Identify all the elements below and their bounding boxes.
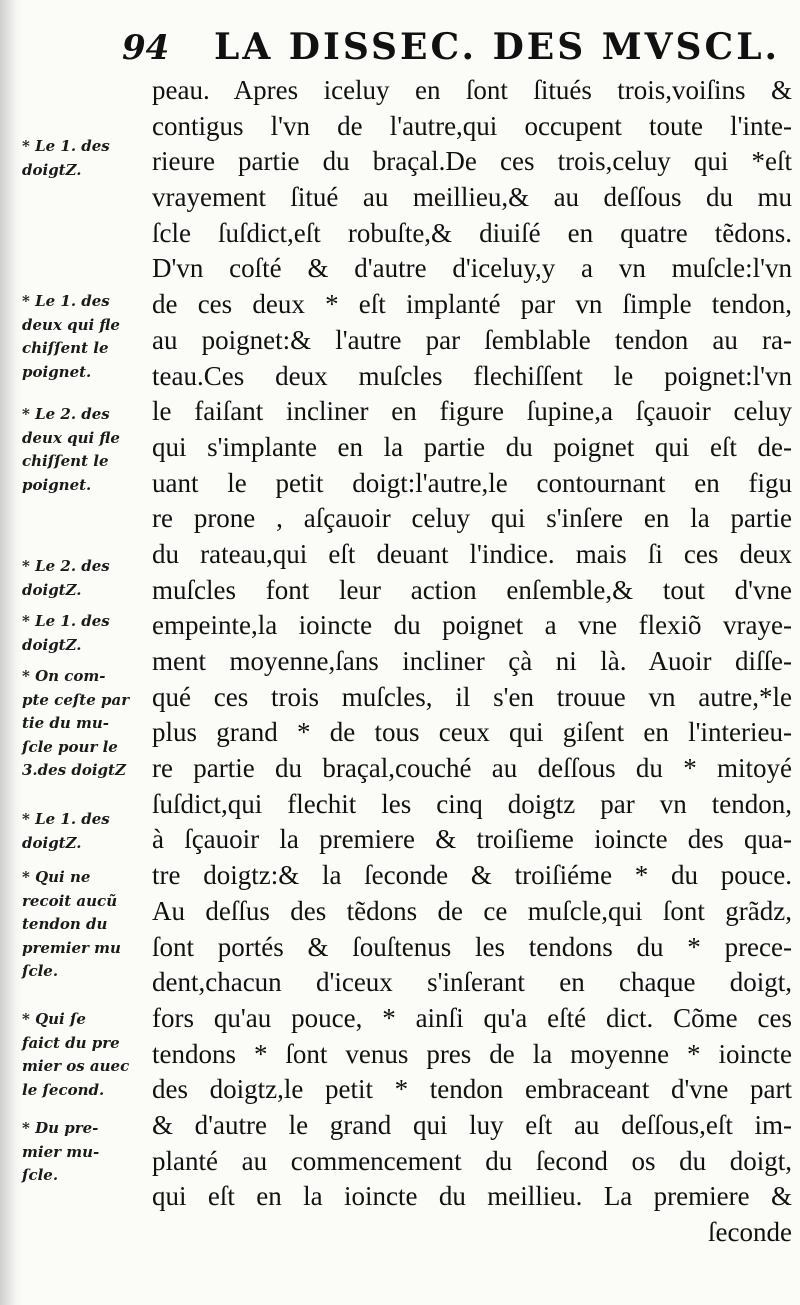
text-line: vrayement ſitué au meillieu,& au deſſous du mu — [152, 182, 792, 213]
margin-note-line: chiſſent le — [22, 339, 109, 358]
margin-note-line: * Le 2. des — [22, 557, 110, 575]
text-line: re partie du braçal,couché au deſſous du * mitoyé — [152, 753, 792, 784]
text-line: fors qu'au pouce, * ainſi qu'a eſté dict. Cõme ces — [152, 1002, 792, 1033]
margin-note-line: premier mu — [22, 938, 121, 957]
text-line: ſuſdict,qui flechit les cinq doigtz par vn tendon, — [152, 788, 792, 819]
margin-note-line: * Le 1. des — [22, 810, 110, 828]
margin-note-line: poignet. — [22, 475, 92, 494]
margin-note — [22, 610, 150, 657]
text-line: peau. Apres iceluy en ſont ſitués trois,voiſins & — [152, 75, 792, 105]
margin-note — [22, 290, 150, 384]
margin-note-line: doigtZ. — [22, 160, 82, 179]
margin-note-line: le ſecond. — [22, 1080, 105, 1099]
text-line: ſeconde — [708, 1217, 792, 1247]
margin-note-line: * Le 1. des — [22, 612, 110, 630]
text-line: ſcle ſuſdict,eſt robuſte,& diuiſé en quatre tẽdons. — [152, 217, 792, 248]
text-line: ment moyenne,ſans incliner çà ni là. Auoir diſſe- — [152, 646, 792, 676]
margin-note-line: * Le 2. des — [22, 405, 110, 423]
margin-note-line: doigtZ. — [22, 635, 82, 654]
text-line: dent,chacun d'iceux s'inſerant en chaque doigt, — [152, 967, 792, 998]
text-line: & d'autre le grand qui luy eſt au deſſous,eſt im- — [152, 1109, 792, 1140]
margin-note-line: 3.des doigtZ — [22, 761, 126, 780]
text-line: qué ces trois muſcles, il s'en trouue vn autre,*le — [152, 681, 792, 712]
text-line: à ſçauoir la premiere & troiſieme ioincte des qua- — [152, 824, 792, 855]
margin-note-line: * Le 1. des — [22, 137, 110, 155]
margin-note-line: tendon du — [22, 915, 108, 934]
text-line: empeinte,la ioincte du poignet a vne flexiõ vraye- — [152, 610, 792, 641]
margin-note — [22, 665, 150, 783]
margin-note-line: mier mu- — [22, 1142, 100, 1161]
text-line: plus grand * de tous ceux qui giſent en l'interieu- — [152, 717, 792, 748]
margin-note-line: * Du pre- — [22, 1119, 99, 1137]
margin-note-line: tie du mu- — [22, 714, 110, 733]
margin-note — [22, 135, 150, 182]
text-line: contigus l'vn de l'autre,qui occupent toute l'inte- — [152, 110, 792, 141]
margin-note — [22, 555, 150, 602]
binding-gutter — [0, 0, 22, 1305]
margin-note-line: mier os auec — [22, 1057, 130, 1076]
margin-note-line: chiſſent le — [22, 452, 109, 471]
margin-note-line: deux qui fle — [22, 428, 120, 447]
margin-note-line: doigtZ. — [22, 833, 82, 852]
text-line: muſcles font leur action enſemble,& tout d'vne — [152, 574, 792, 605]
text-line: tre doigtz:& la ſeconde & troiſiéme * du pouce. — [152, 860, 792, 891]
text-line: uant le petit doigt:l'autre,le contournant en figu — [152, 467, 792, 498]
text-line: qui eſt en la ioincte du meillieu. La premiere & — [152, 1181, 792, 1212]
margin-note-line: * On com- — [22, 667, 106, 685]
running-title: LA DISSEC. DES MVSCL. — [214, 26, 781, 68]
margin-note-line: pte ceſte par — [22, 690, 130, 709]
margin-note-line: poignet. — [22, 362, 92, 381]
margin-note — [22, 808, 150, 855]
text-line: teau.Ces deux muſcles flechiſſent le poignet:l'vn — [152, 360, 792, 391]
main-text-block — [152, 73, 792, 1251]
text-line: du rateau,qui eſt deuant l'indice. mais ſi ces deux — [152, 538, 792, 569]
margin-note-line: recoit aucũ — [22, 891, 118, 910]
text-line: qui s'implante en la partie du poignet qui eſt de- — [152, 431, 792, 462]
text-line: des doigtz,le petit * tendon embraceant d'vne part — [152, 1074, 792, 1105]
page-number: 94 — [122, 28, 170, 68]
margin-note-line: * Qui ne — [22, 868, 91, 886]
margin-note-line: * Qui ſe — [22, 1010, 86, 1028]
margin-note-line: faict du pre — [22, 1033, 120, 1052]
margin-note — [22, 1117, 150, 1188]
margin-note-line: ſcle pour le — [22, 737, 118, 756]
text-line: rieure partie du braçal.De ces trois,celuy qui *eſt — [152, 146, 792, 177]
margin-note-line: ſcle. — [22, 1166, 59, 1185]
margin-note-line: ſcle. — [22, 962, 59, 981]
text-line: ſont portés & ſouſtenus les tendons du * prece- — [152, 931, 792, 962]
text-line: le faiſant incliner en figure ſupine,a ſçauoir celuy — [152, 396, 792, 427]
margin-note-line: deux qui fle — [22, 315, 120, 334]
text-line: au poignet:& l'autre par ſemblable tendon au ra- — [152, 324, 792, 355]
margin-note — [22, 866, 150, 984]
margin-note-line: * Le 1. des — [22, 292, 110, 310]
text-line: de ces deux * eſt implanté par vn ſimple tendon, — [152, 289, 792, 320]
margin-note — [22, 1008, 150, 1102]
margin-note-line: doigtZ. — [22, 580, 82, 599]
text-line: planté au commencement du ſecond os du doigt, — [152, 1145, 792, 1176]
text-line: D'vn coſté & d'autre d'iceluy,y a vn muſcle:l'vn — [152, 253, 792, 284]
text-line: re prone , aſçauoir celuy qui s'inſere en la partie — [152, 503, 792, 534]
text-line: tendons * ſont venus pres de la moyenne * ioincte — [152, 1038, 792, 1069]
text-line: Au deſſus des tẽdons de ce muſcle,qui ſont grãdz, — [152, 895, 792, 926]
margin-note — [22, 403, 150, 497]
